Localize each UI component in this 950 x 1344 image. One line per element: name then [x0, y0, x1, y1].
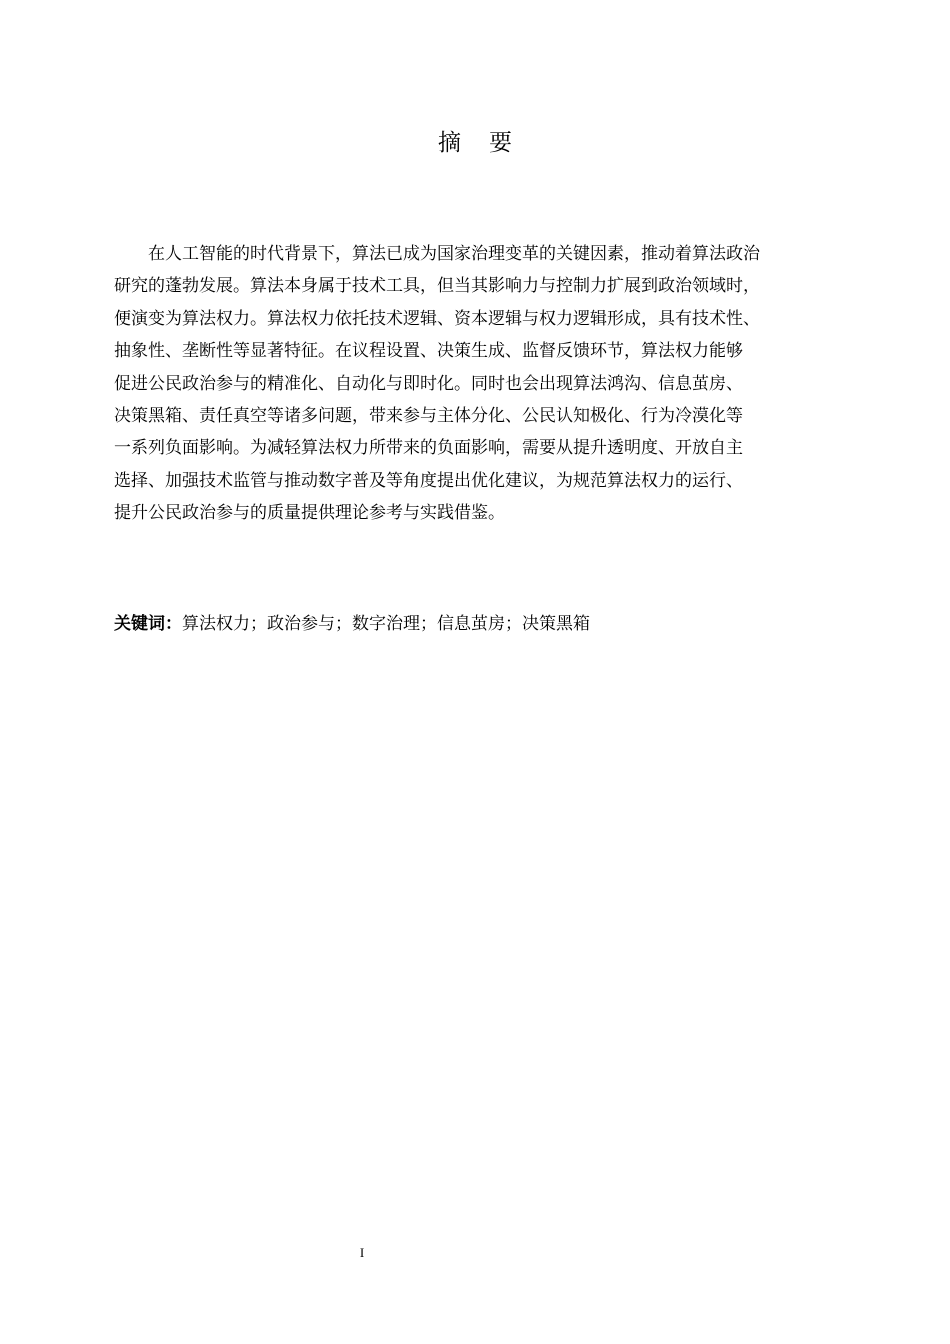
- abstract-line: 决策黑箱、责任真空等诸多问题，带来参与主体分化、公民认知极化、行为冷漠化等: [114, 406, 743, 427]
- abstract-body: [114, 238, 842, 530]
- abstract-line: 促进公民政治参与的精准化、自动化与即时化。同时也会出现算法鸿沟、信息茧房、: [114, 373, 743, 394]
- keywords: [114, 608, 842, 640]
- abstract-line: 在人工智能的时代背景下，算法已成为国家治理变革的关键因素，推动着算法政治: [148, 244, 760, 264]
- keywords-label: 关键词：: [114, 614, 182, 634]
- keywords-text: 算法权力；政治参与；数字治理；信息茧房；决策黑箱: [182, 614, 590, 634]
- abstract-line: 提升公民政治参与的质量提供理论参考与实践借鉴。: [114, 503, 505, 524]
- abstract-line: 便演变为算法权力。算法权力依托技术逻辑、资本逻辑与权力逻辑形成，具有技术性、: [114, 308, 760, 329]
- abstract-line: 研究的蓬勃发展。算法本身属于技术工具，但当其影响力与控制力扩展到政治领域时，: [114, 276, 760, 297]
- abstract-line: 抽象性、垄断性等显著特征。在议程设置、决策生成、监督反馈环节，算法权力能够: [114, 341, 743, 362]
- abstract-line: 一系列负面影响。为减轻算法权力所带来的负面影响，需要从提升透明度、开放自主: [114, 438, 743, 459]
- page-number: I: [359, 1245, 365, 1260]
- abstract-line: 选择、加强技术监管与推动数字普及等角度提出优化建议，为规范算法权力的运行、: [114, 470, 743, 491]
- page-title: 摘要: [438, 130, 540, 156]
